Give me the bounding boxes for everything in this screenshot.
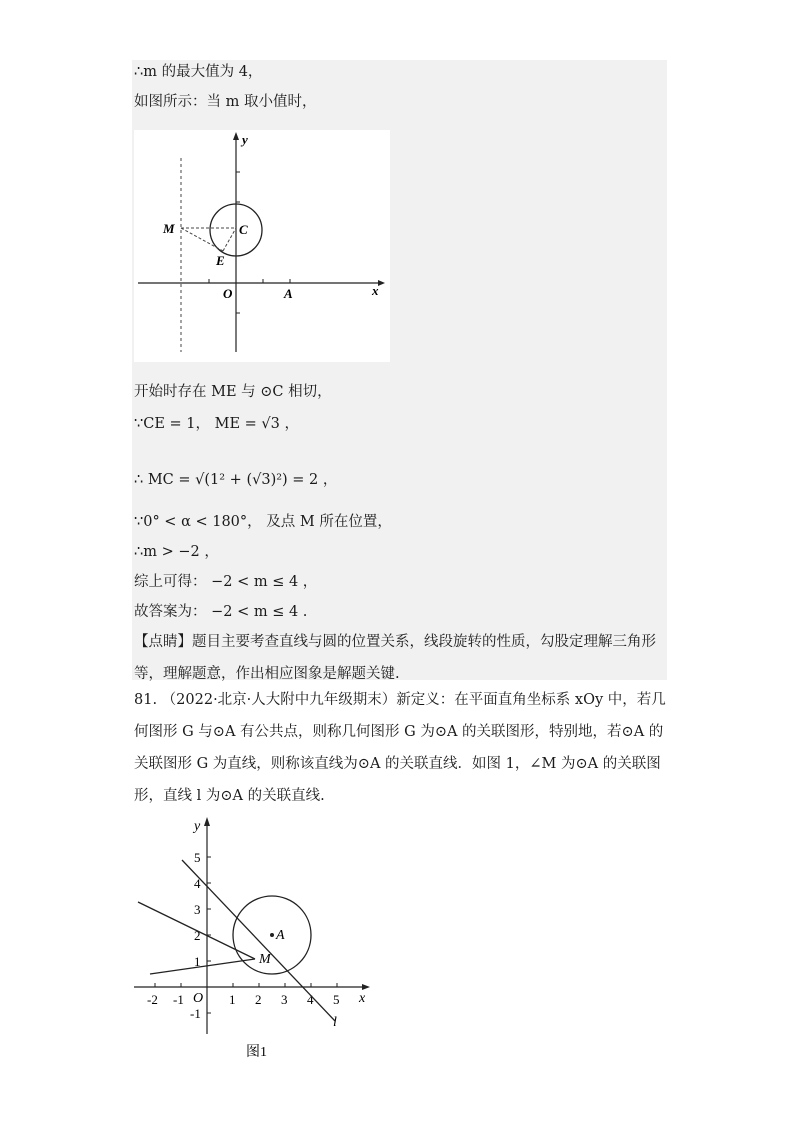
solution-diagram bbox=[134, 130, 390, 362]
y-tick-label: 1 bbox=[194, 954, 201, 969]
label-y: y bbox=[242, 132, 248, 147]
solution-line-7: ∴m > −2 ， bbox=[134, 544, 219, 560]
x-tick-label: 2 bbox=[255, 992, 262, 1007]
label-a: A bbox=[276, 928, 285, 943]
solution-line-2: 如图所示：当 m 取小值时， bbox=[134, 94, 317, 110]
segment-me bbox=[181, 228, 223, 251]
y-tick-label: 5 bbox=[194, 850, 201, 865]
x-axis-arrow bbox=[378, 280, 385, 286]
solution-line-3: 开始时存在 ME 与 ⊙C 相切， bbox=[134, 384, 332, 400]
problem-81-text: 81. （2022·北京·人大附中九年级期末）新定义：在平面直角坐标系 xOy 中，若几何图形 G 与⊙A 有公共点，则称几何图形 G 为⊙A 的关联图形，特别地，若⊙A 的关联图形 G 为直线，则称该直线为⊙A 的关联直线．如图 1，∠M 为⊙A 的关联图形，直线 l 为⊙A 的关联直线. bbox=[134, 692, 666, 804]
x-tick-label: 3 bbox=[281, 992, 288, 1007]
solution-line-9: 故答案为： −2 < m ≤ 4 . bbox=[134, 604, 308, 620]
x-tick-label: -1 bbox=[173, 992, 184, 1007]
y-tick-label: -1 bbox=[190, 1006, 201, 1021]
problem-diagram bbox=[130, 812, 390, 1068]
center-a bbox=[270, 933, 274, 937]
solution-line-5: ∴ MC = √(1² + (√3)²) = 2 ， bbox=[134, 472, 338, 488]
x-tick-label: 1 bbox=[229, 992, 236, 1007]
label-x: x bbox=[372, 283, 379, 298]
y-tick-label: 2 bbox=[194, 928, 201, 943]
x-tick-label: 4 bbox=[307, 992, 314, 1007]
label-c: C bbox=[239, 222, 248, 237]
label-e: E bbox=[216, 253, 225, 268]
label-m: M bbox=[259, 952, 271, 967]
label-a: A bbox=[284, 286, 293, 301]
x-axis-arrow bbox=[362, 984, 370, 990]
y-tick-label: 4 bbox=[194, 876, 201, 891]
figure-caption: 图1 bbox=[246, 1045, 267, 1060]
label-y: y bbox=[194, 819, 201, 834]
solution-line-4: ∵CE = 1， ME = √3 ， bbox=[134, 416, 299, 432]
y-axis-arrow bbox=[204, 817, 210, 826]
angle-m-side-2 bbox=[150, 959, 255, 974]
y-tick-label: 3 bbox=[194, 902, 201, 917]
x-tick-label: -2 bbox=[147, 992, 158, 1007]
label-m: M bbox=[163, 221, 175, 236]
segment-ce bbox=[223, 228, 236, 251]
label-l: l bbox=[333, 1015, 337, 1030]
solution-comment: 【点睛】题目主要考查直线与圆的位置关系，线段旋转的性质，勾股定理解三角形等，理解题意，作出相应图象是解题关键. bbox=[134, 634, 656, 682]
label-o: O bbox=[193, 991, 204, 1006]
x-tick-label: 5 bbox=[333, 992, 340, 1007]
y-axis-arrow bbox=[233, 132, 239, 140]
solution-line-1: ∴m 的最大值为 4， bbox=[134, 64, 263, 80]
label-x: x bbox=[359, 991, 366, 1006]
problem-diagram-svg bbox=[130, 812, 390, 1068]
solution-diagram-svg bbox=[134, 130, 390, 362]
solution-line-8: 综上可得： −2 < m ≤ 4 ， bbox=[134, 574, 318, 590]
label-o: O bbox=[223, 286, 233, 301]
solution-line-6: ∵0° < α < 180°， 及点 M 所在位置， bbox=[134, 514, 392, 530]
